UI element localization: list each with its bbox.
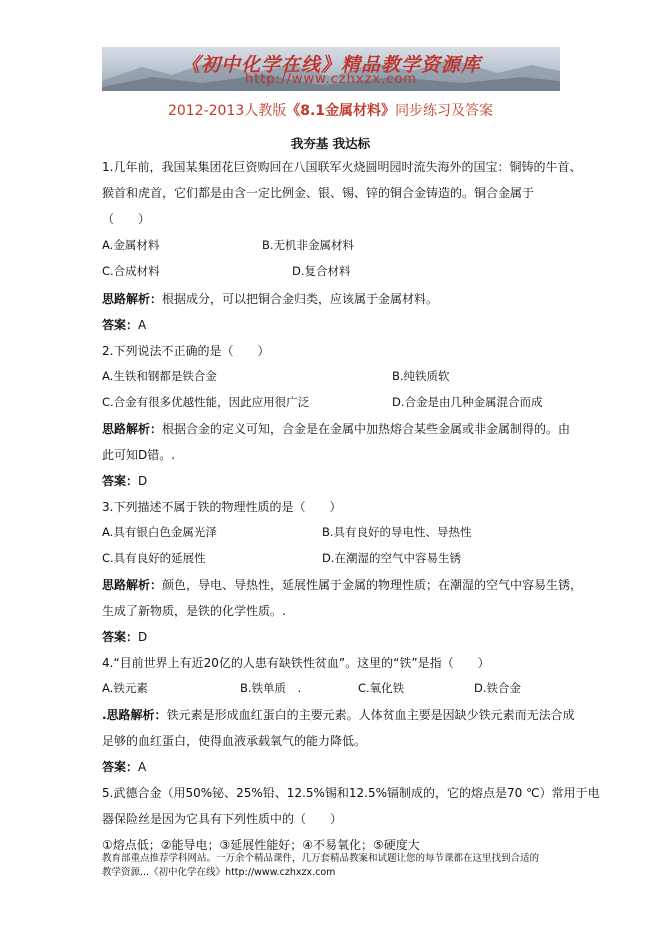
q4-ana2 xyxy=(102,732,366,749)
q1-l2-text: 猴首和虎首，它们都是由含一定比例金、银、锡、锌的铜合金铸造的。铜合金属于 xyxy=(102,186,535,200)
q2-ans-text: D xyxy=(138,474,148,488)
q2-ana xyxy=(102,420,570,437)
title-prefix: 2012-2013人教版 xyxy=(167,103,287,119)
q2-b-text: B.纯铁质软 xyxy=(392,369,450,383)
q4-ans xyxy=(102,758,146,775)
q4-l1-text: 4.“目前世界上有近20亿的人患有缺铁性贫血”。这里的“铁”是指（ ） xyxy=(102,656,490,670)
banner-title: 《初中化学在线》精品教学资源库 xyxy=(180,54,481,76)
header-banner xyxy=(102,47,560,91)
q1-ans xyxy=(102,316,146,333)
q3-ans xyxy=(102,628,147,645)
q4-b xyxy=(240,680,301,696)
footer-line-1: 教育部重点推荐学科网站。一万余个精品课件，几万套精品教案和试题让您的每节课都在这里找到合适的 xyxy=(102,853,540,864)
q2-a xyxy=(102,368,217,384)
q2-ana-text: 根据合金的定义可知，合金是在金属中加热熔合某些金属或非金属制得的。由 xyxy=(162,422,571,436)
q3-c-text: C.具有良好的延展性 xyxy=(102,551,206,565)
q4-b-text: B.铁单质 . xyxy=(240,681,302,695)
q1-b xyxy=(262,237,354,253)
q2-d-text: D.合金是由几种金属混合而成 xyxy=(392,395,543,409)
q1-l3-text: （ ） xyxy=(102,212,151,226)
q2-ans xyxy=(102,472,147,489)
title-bold: 《8.1金属材料》 xyxy=(286,103,396,119)
q3-l1 xyxy=(102,498,341,515)
q1-ana xyxy=(102,290,438,307)
q1-d-text: D.复合材料 xyxy=(292,264,351,278)
q5-l1 xyxy=(102,784,600,801)
q1-ans-label: 答案： xyxy=(102,318,139,332)
q3-ana-label: 思路解析： xyxy=(102,578,163,592)
q1-c-text: C.合成材料 xyxy=(102,264,160,278)
q4-c xyxy=(358,680,404,696)
q1-c xyxy=(102,263,160,279)
q4-ans-label: 答案： xyxy=(102,760,139,774)
footer-url[interactable]: http://www.czhxzx.com xyxy=(225,867,336,878)
q2-ana2-text: 此可知D错。. xyxy=(102,448,176,462)
q3-a-text: A.具有银白色金属光泽 xyxy=(102,525,217,539)
q1-a xyxy=(102,237,159,253)
q4-ana-label: .思路解析： xyxy=(102,708,167,722)
q4-ans-text: A xyxy=(138,760,147,774)
q1-ana-label: 思路解析： xyxy=(102,292,163,306)
q5-l1-text: 5.武德合金（用50%铋、25%铅、12.5%锡和12.5%镉制成的，它的熔点是70 ℃）常用于电 xyxy=(102,786,600,800)
q3-d-text: D.在潮湿的空气中容易生锈 xyxy=(322,551,462,565)
q3-ans-label: 答案： xyxy=(102,630,139,644)
q2-a-text: A.生铁和钢都是铁合金 xyxy=(102,369,217,383)
q1-b-text: B.无机非金属材料 xyxy=(262,238,355,252)
q1-l3 xyxy=(102,210,150,227)
q4-l1 xyxy=(102,654,490,671)
title-suffix: 同步练习及答案 xyxy=(395,103,494,119)
q3-ana xyxy=(102,576,582,593)
q3-ana2 xyxy=(102,602,286,619)
q3-ana2-text: 生成了新物质，是铁的化学性质。. xyxy=(102,604,286,618)
q5-l3 xyxy=(102,836,420,853)
q2-c xyxy=(102,394,309,410)
q3-c xyxy=(102,550,206,566)
q1-l1 xyxy=(102,158,581,175)
q4-ana-text: 铁元素是形成血红蛋白的主要元素。人体贫血主要是因缺少铁元素而无法合成 xyxy=(166,708,575,722)
q4-d-text: D.铁合金 xyxy=(474,681,522,695)
q2-ans-label: 答案： xyxy=(102,474,139,488)
q3-d xyxy=(322,550,461,566)
q2-c-text: C.合金有很多优越性能，因此应用很广泛 xyxy=(102,395,310,409)
q2-ana2 xyxy=(102,446,175,463)
banner-url[interactable]: http://www.czhxzx.com xyxy=(245,72,417,87)
q3-ana-text: 颜色，导电、导热性，延展性属于金属的物理性质；在潮湿的空气中容易生锈， xyxy=(162,578,583,592)
q1-l1-text: 1.几年前，我国某集团花巨资购回在八国联军火烧圆明园时流失海外的国宝：铜铸的牛首、 xyxy=(102,160,582,174)
q3-l1-text: 3.下列描述不属于铁的物理性质的是（ ） xyxy=(102,500,342,514)
q3-b-text: B.具有良好的导电性、导热性 xyxy=(322,525,472,539)
q1-ans-text: A xyxy=(138,318,147,332)
page-footer xyxy=(102,852,572,880)
section-heading: 我夯基 我达标 xyxy=(290,136,371,151)
q1-a-text: A.金属材料 xyxy=(102,238,160,252)
q2-b xyxy=(392,368,450,384)
q1-l2 xyxy=(102,184,534,201)
q4-a xyxy=(102,680,148,696)
q2-d xyxy=(392,394,543,410)
q2-l1-text: 2.下列说法不正确的是（ ） xyxy=(102,344,270,358)
q1-ana-text: 根据成分，可以把铜合金归类，应该属于金属材料。 xyxy=(162,292,439,306)
q2-l1 xyxy=(102,342,269,359)
q5-l2 xyxy=(102,810,342,827)
q4-ana2-text: 足够的血红蛋白，使得血液承载氧气的能力降低。 xyxy=(102,734,367,748)
footer-line-2 xyxy=(102,866,572,880)
q4-a-text: A.铁元素 xyxy=(102,681,148,695)
q3-b xyxy=(322,524,472,540)
q5-l2-text: 器保险丝是因为它具有下列性质中的（ ） xyxy=(102,812,343,826)
q2-ana-label: 思路解析： xyxy=(102,422,163,436)
document-title xyxy=(0,100,661,120)
footer-prefix: 教学资源...《初中化学在线》 xyxy=(102,867,226,878)
q5-l3-text: ①熔点低；②能导电；③延展性能好；④不易氧化；⑤硬度大 xyxy=(102,838,420,852)
q4-ana xyxy=(102,706,575,723)
q4-d xyxy=(474,680,521,696)
q1-d xyxy=(292,263,351,279)
q3-a xyxy=(102,524,217,540)
q3-ans-text: D xyxy=(138,630,148,644)
q4-c-text: C.氧化铁 xyxy=(358,681,405,695)
